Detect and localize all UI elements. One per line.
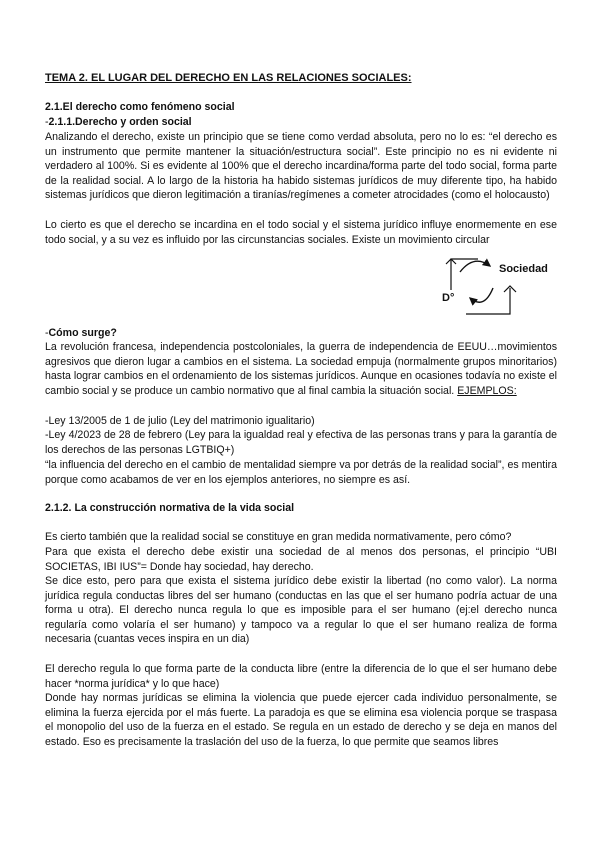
ejemplos-link: EJEMPLOS: [457,384,517,397]
label-sociedad: Sociedad [499,263,548,275]
paragraph-para-que-exista: Para que exista el derecho debe existir una sociedad de al menos dos personas, el principio “UBI SOCIETAS, IBI IUS”= Donde hay sociedad, hay derecho. [45,546,557,573]
paragraph-analizando: Analizando el derecho, existe un principio que se tiene como verdad absoluta, pero no lo es: “el derecho es un instrumento que permite mantener la situación/estructura social”. Este principio no es ni evidente ni verdadero al 100%. Si es evidente al 100% que el derecho incardina/forma parte del todo social, forma parte de la realidad social. A lo largo de la historia ha habido sistemas jurídicos de muy diferente tipo, ha habido sistemas jurídicos que dieron legitimación a tiranías/regímenes a cometer atrocidades (como el holocausto) [45,131,557,202]
paragraph-el-derecho-regula: El derecho regula lo que forma parte de la conducta libre (entre la diferencia de lo que el ser humano debe hacer *norma jurídica* y lo que hace) [45,663,557,690]
document-title: TEMA 2. EL LUGAR DEL DERECHO EN LAS RELACIONES SOCIALES: [45,72,412,84]
paragraph-donde-hay-normas: Donde hay normas jurídicas se elimina la violencia que puede ejercer cada individuo personalmente, se elimina la fuerza ejercida por el más fuerte. La paradoja es que se elimina esa violencia porque se traspasa el monopolio del uso de la fuerza en el estado. Se regula en un estado de derecho y se deja en manos del estado. Eso es precisamente la traslación del uso de la fuerza, lo que permite que seamos libres [45,692,557,748]
subsection-title: 2.1.1.Derecho y orden social [48,116,192,128]
section-heading-2-1-2: 2.1.2. La construcción normativa de la vida social [45,502,295,514]
paragraph-revolucion [45,340,557,398]
circular-movement-diagram [438,252,558,320]
heading-prefix: - [45,327,49,339]
paragraph-es-cierto: Es cierto también que la realidad social se constituye en gran medida normativamente, pero cómo? [45,531,512,543]
heading-como-surge [45,326,557,341]
paragraph-se-dice: Se dice esto, pero para que exista el sistema jurídico debe existir la libertad (no como valor). La norma jurídica regula conductas libres del ser humano (conductas en las que el ser humano podría actuar de una forma u otra). El derecho nunca regula lo que es imposible para el ser humano (ej:el derecho nunca regularía como volaría el ser humano) y tampoco va a regular lo que el ser humano realiza de forma necesaria (cuantas veces inspira en un dia) [45,575,557,646]
example-ley-13-2005: -Ley 13/2005 de 1 de julio (Ley del matrimonio igualitario) [45,415,315,427]
paragraph-influencia: “la influencia del derecho en el cambio de mentalidad siempre va por detrás de la realidad social”, es mentira porque como acabamos de ver en los ejemplos anteriores, no siempre es así. [45,459,557,486]
heading-text: Cómo surge? [48,327,117,339]
paragraph-text: La revolución francesa, independencia postcoloniales, la guerra de independencia de EEUU…movimientos agresivos que dieron lugar a cambios en el sistema. La sociedad empuja (normalmente grupos minoritarios) hasta lograr cambios en el ordenamiento de los sistemas jurídicos. Aunque en ocasiones todavía no existe el cambio social y se produce un cambio normativo que al final cambia la situación social. [45,341,557,397]
subsection-heading-2-1-1 [45,115,557,130]
example-ley-4-2023: -Ley 4/2023 de 28 de febrero (Ley para la igualdad real y efectiva de las personas trans y para la garantía de los derechos de las personas LGTBIQ+) [45,429,557,456]
paragraph-lo-cierto: Lo cierto es que el derecho se incardina en el todo social y el sistema jurídico influye enormemente en ese todo social, y a su vez es influido por las circunstancias sociales. Existe un movimiento circular [45,219,557,246]
section-heading-2-1: 2.1.El derecho como fenómeno social [45,101,235,113]
subsection-prefix: - [45,116,49,128]
label-derecho: D° [442,292,455,304]
